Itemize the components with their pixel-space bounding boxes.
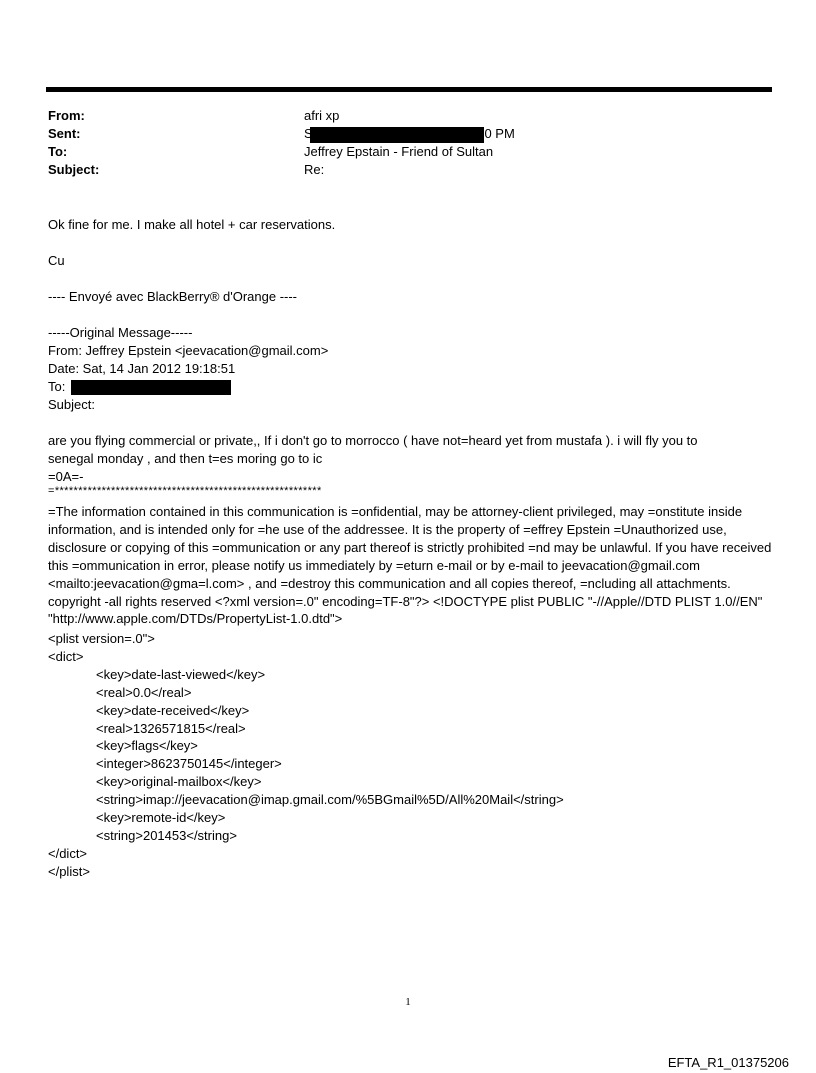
plist-open: <plist version=.0">	[48, 631, 155, 646]
original-to-label: To:	[48, 379, 66, 394]
reply-signature: ---- Envoyé avec BlackBerry® d'Orange ----	[48, 289, 298, 304]
header-subject-row	[48, 161, 325, 179]
plist-line: <key>remote-id</key>	[96, 810, 226, 826]
dict-open: <dict>	[48, 648, 84, 664]
original-body-line-1: are you flying commercial or private,, If i don't go to morrocco ( have not=heard yet from mustafa ). i will fly you to	[48, 433, 698, 448]
plist-line: <string>imap://jeevacation@imap.gmail.com/%5BGmail%5D/All%20Mail</string>	[96, 792, 564, 808]
plist-line: <string>201453</string>	[96, 827, 237, 843]
original-body-line-2: senegal monday , and then t=es moring go to ic	[48, 451, 323, 466]
plist-close: </plist>	[48, 863, 90, 879]
original-date: Date: Sat, 14 Jan 2012 19:18:51	[48, 361, 236, 376]
sent-value: Saturday, January 14, 2012 8:10 PM	[304, 126, 515, 141]
redaction-bar	[71, 380, 231, 395]
plist-line: <real>0.0</real>	[96, 684, 192, 700]
reply-line-2: Cu	[48, 253, 65, 268]
header-from-row	[48, 107, 340, 125]
reply-line-1: Ok fine for me. I make all hotel + car reservations.	[48, 217, 336, 232]
document-id: EFTA_R1_01375206	[667, 1055, 789, 1070]
subject-label: Subject:	[48, 162, 100, 177]
subject-value: Re:	[304, 162, 325, 177]
original-marker: -----Original Message-----	[48, 325, 193, 340]
page-number: 1	[405, 996, 411, 1008]
plist-block	[48, 630, 778, 881]
plist-line: <real>1326571815</real>	[96, 720, 246, 736]
to-value: Jeffrey Epstain - Friend of Sultan	[304, 144, 494, 159]
original-from: From: Jeffrey Epstein <jeevacation@gmail.com>	[48, 343, 329, 358]
disclaimer: =The information contained in this communication is =onfidential, may be attorney-client privileged, may =onstitute inside information, and is intended only for =he use of the addressee. It is the property of =effrey Epstein =Unauthorized use, disclosure or copying of this =ommunication or any part thereof is strictly prohibited =nd may be unlawful. If you have received this =ommunication in error, please notify us immediately by =eturn e-mail or by e-mail to jeevacation@gmail.com <mailto:jeevacation@gma=l.com> , and =destroy this communication and all copies thereof, =ncluding all attachments. copyright -all rights reserved <?xml version=.0" encoding=TF-8"?> <!DOCTYPE plist PUBLIC "-//Apple//DTD PLIST 1.0//EN" "http://www.apple.com/DTDs/PropertyList-1.0.dtd">	[48, 504, 772, 627]
header-rule	[46, 87, 772, 92]
original-to	[48, 378, 778, 395]
plist-line: <key>original-mailbox</key>	[96, 774, 262, 790]
original-body-line-3: =0A=-	[48, 469, 84, 484]
from-label: From:	[48, 108, 85, 123]
plist-line: <key>date-last-viewed</key>	[96, 666, 266, 682]
header-sent-row	[48, 125, 515, 143]
to-label: To:	[48, 144, 68, 159]
original-body-line-4: =*********************************************************	[48, 485, 322, 497]
plist-line: <key>flags</key>	[96, 738, 198, 754]
original-subject: Subject:	[48, 397, 95, 412]
dict-close: </dict>	[48, 845, 88, 861]
header-to-row	[48, 143, 494, 161]
plist-line: <key>date-received</key>	[96, 702, 250, 718]
sent-label: Sent:	[48, 126, 81, 141]
plist-line: <integer>8623750145</integer>	[96, 756, 282, 772]
from-name: afri xp	[304, 108, 340, 123]
